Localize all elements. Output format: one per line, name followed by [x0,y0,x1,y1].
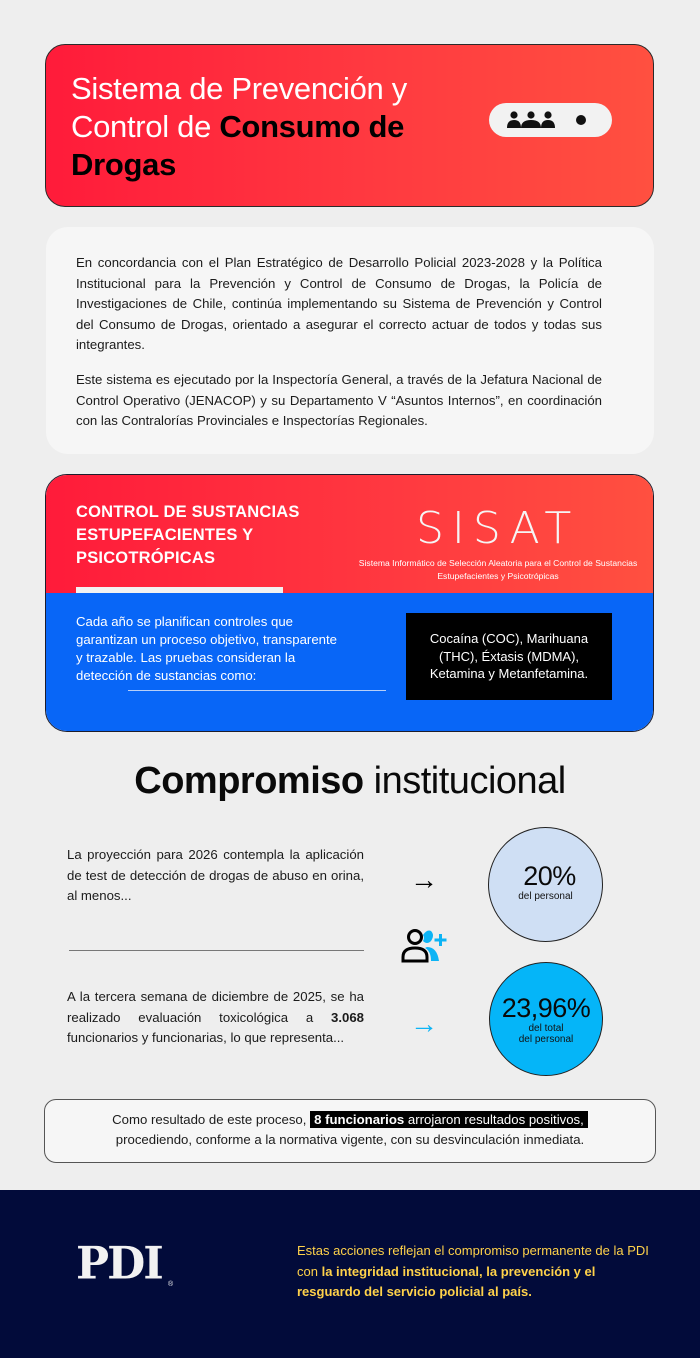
intro-paragraph-1: En concordancia con el Plan Estratégico de Desarrollo Policial 2023-2028 y la Política Institucional para la Prevención y Control de Consumo de Drogas, la Policía de Investigaciones de Chile, continúa implementando su Sistema de Prevención y Control del Consumo de Drogas, orientado a asegurar el correcto actuar de todos y todas sus integrantes. [76,255,602,353]
commitment-title-bold: Compromiso [134,760,364,802]
commitment-title [0,760,700,803]
people-badge [489,103,612,137]
arrow-right-icon: → [410,1008,438,1039]
result-text-after: procediendo, conforme a la normativa vigente, con su desvinculación inmediata. [115,1132,585,1147]
result-highlight-rest: arrojaron resultados positivos, [404,1112,584,1127]
progress-circle [489,962,603,1076]
substances-box [406,613,612,700]
projection-text: La proyección para 2026 contempla la aplicación de test de detección de drogas de abuso en orina, al menos... [67,847,364,903]
footer-text-bold: la integridad institucional, la prevención y el resguardo del servicio policial al país. [297,1263,596,1299]
connector-line [128,690,386,691]
progress-label-1: del total [528,1022,564,1034]
section-divider [69,950,364,951]
title-light-text: Sistema de Prevención y Control de [71,71,407,144]
pdi-logo: PDI [76,1237,162,1290]
substances-list: Cocaína (COC), Marihuana (THC), Éxtasis (MDMA), Ketamina y Metanfetamina. [429,631,589,682]
footer-message [297,1241,657,1303]
result-text-before: Como resultado de este proceso, [112,1112,311,1127]
progress-value: 23,96% [501,992,591,1023]
sisat-card [45,474,654,732]
progress-text-after: funcionarios y funcionarias, lo que representa... [67,1030,345,1045]
result-box [44,1099,656,1163]
sisat-logo-subtitle: Sistema Informático de Selección Aleatoria para el Control de Sustancias Estupefacientes y Psicotrópicas [358,558,638,581]
progress-text [67,987,364,1049]
result-highlight [310,1111,588,1128]
progress-count: 3.068 [330,1009,364,1025]
user-add-icon [401,927,453,963]
projection-value: 20% [523,860,576,891]
projection-label: del personal [518,890,573,902]
sisat-logo: SISAT [416,503,580,554]
title-bold-text: Consumo de Drogas [71,109,405,182]
result-highlight-bold: 8 funcionarios [314,1112,405,1127]
intro-paragraph-2: Este sistema es ejecutado por la Inspectoría General, a través de la Jefatura Nacional de Control Operativo (JENACOP) y su Departamento V “Asuntos Internos”, en coordinación con las Contralorías Provinciales e Inspectorías Regionales. [76,372,602,429]
commitment-title-light: institucional [373,760,566,802]
sisat-heading: CONTROL DE SUSTANCIAS ESTUPEFACIENTES Y PSICOTRÓPICAS [76,503,300,567]
hero-banner [45,44,654,207]
footer [0,1190,700,1358]
progress-text-before: A la tercera semana de diciembre de 2025, se ha realizado evaluación toxicológica a [67,989,364,1025]
projection-circle [488,827,603,942]
sisat-description: Cada año se planifican controles que garantizan un proceso objetivo, transparente y trazable. Las pruebas consideran la detección de sustancias como: [76,614,337,683]
people-group-icon [507,111,555,129]
intro-card [46,227,654,454]
status-dot [576,115,586,125]
arrow-right-icon: → [410,864,438,895]
registered-mark: ® [168,1281,174,1288]
sisat-header [46,475,653,593]
footer-text-plain: Estas acciones reflejan el compromiso permanente de la PDI con [297,1243,649,1279]
page-title [71,70,471,184]
progress-label-2: del personal [518,1034,574,1045]
